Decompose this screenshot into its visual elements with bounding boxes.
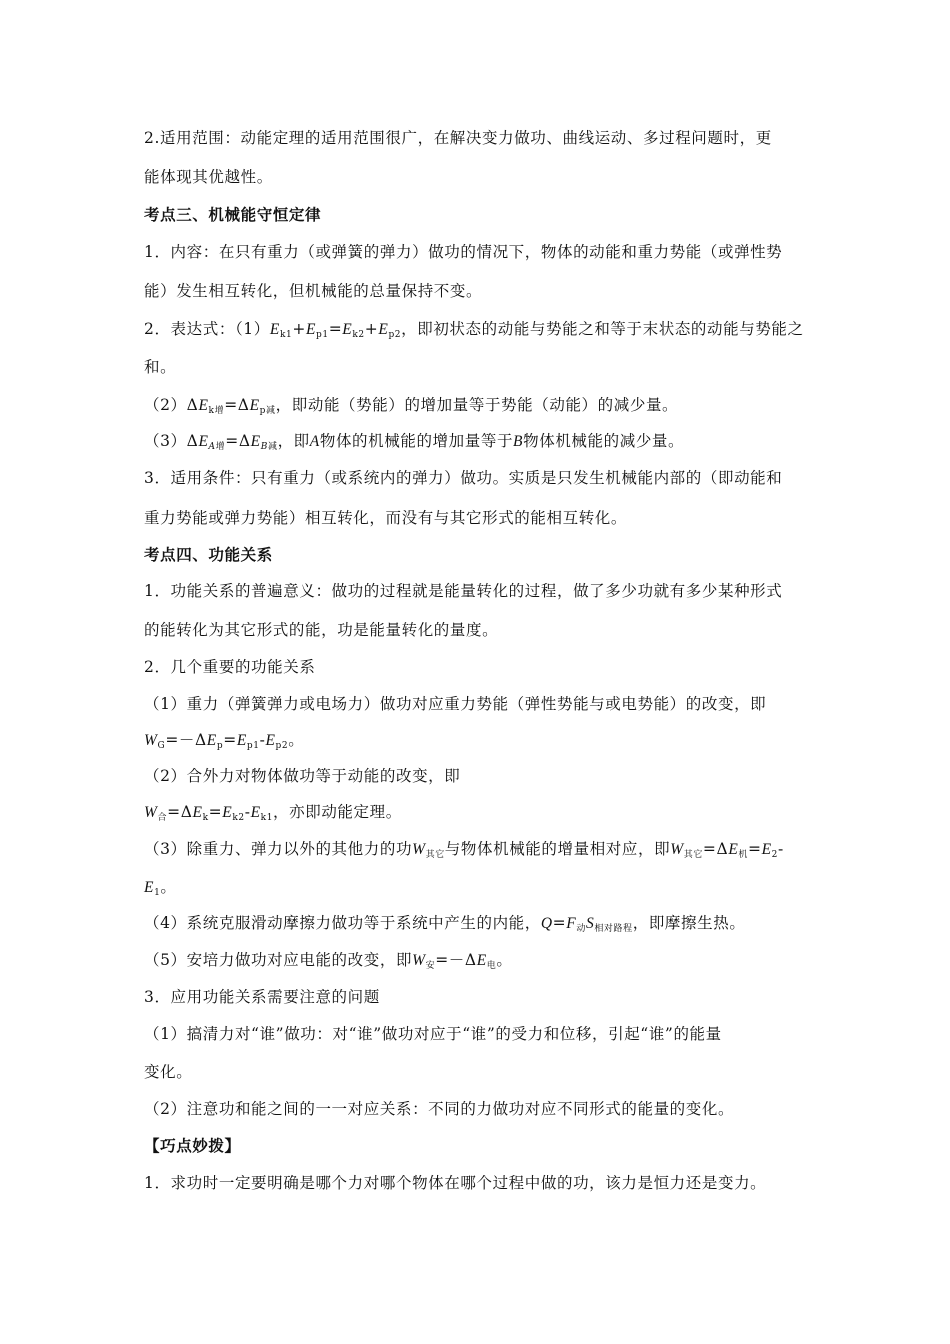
- formula-prefix: （2）Δ: [144, 396, 199, 414]
- formula-suffix: ，即摩擦生热。: [632, 914, 746, 932]
- section-heading: 【巧点妙拨】: [144, 1136, 241, 1155]
- paragraph-line: 能体现其优越性。: [144, 168, 273, 186]
- formula-line: 2．表达式：$(1)E_{k1}+E_{p1}=E_{k2}+E_{p2}$，即初状态的动能与势能之和等于末状态的动能与势能之: [144, 320, 804, 340]
- formula-prefix: （4）系统克服滑动摩擦力做功等于系统中产生的内能，: [144, 914, 541, 932]
- formula-line: $E_1$。: [144, 878, 177, 898]
- section-heading: 考点四、功能关系: [144, 545, 273, 564]
- formula-middle: 与物体机械能的增量相对应，即: [444, 840, 671, 858]
- formula-line: $(2)\Delta E_{k增}=\Delta E_{p减}$，即动能（势能）的增加量等于势能（动能）的减少量。: [144, 396, 679, 416]
- paragraph-line: 1．求功时一定要明确是哪个力对哪个物体在哪个过程中做的功，该力是恒力还是变力。: [144, 1174, 767, 1192]
- formula-line: $W_G=-\Delta E_p=E_{p1}-E_{p2}$。: [144, 731, 305, 751]
- formula-suffix: ，亦即动能定理。: [273, 803, 402, 821]
- formula-prefix: （3）除重力、弹力以外的其他力的功: [144, 840, 413, 858]
- formula-line: $W_合=\Delta E_k=E_{k2}-E_{k1}$，亦即动能定理。: [144, 803, 402, 823]
- paragraph-line: 2．几个重要的功能关系: [144, 658, 316, 676]
- paragraph-line: 能）发生相互转化，但机械能的总量保持不变。: [144, 282, 483, 300]
- paragraph-line: 1．内容：在只有重力（或弹簧的弹力）做功的情况下，物体的动能和重力势能（或弹性势: [144, 243, 783, 261]
- formula-prefix: （5）安培力做功对应电能的改变，即: [144, 951, 413, 969]
- formula-line: （5）安培力做功对应电能的改变，即$W_安=-\Delta E_电$。: [144, 951, 513, 971]
- paragraph-line: 3．应用功能关系需要注意的问题: [144, 988, 380, 1006]
- paragraph-line: 的能转化为其它形式的能，功是能量转化的量度。: [144, 621, 499, 639]
- formula-prefix: （3）Δ: [144, 432, 199, 450]
- formula-suffix: 物体机械能的减少量。: [523, 432, 685, 450]
- formula-line: $(3)\Delta E_{A增}=\Delta E_{B减}$，即A物体的机械能的增加量等于B物体机械能的减少量。: [144, 432, 685, 452]
- paragraph-line: （2）注意功和能之间的一一对应关系：不同的力做功对应不同形式的能量的变化。: [144, 1100, 735, 1118]
- paragraph-line: 和。: [144, 358, 177, 376]
- paragraph-line: （2）合外力对物体做功等于动能的改变，即: [144, 767, 461, 785]
- paragraph-line: （1）搞清力对“谁”做功：对“谁”做功对应于“谁”的受力和位移，引起“谁”的能量: [144, 1025, 722, 1043]
- paragraph-line: 重力势能或弹力势能）相互转化，而没有与其它形式的能相互转化。: [144, 509, 628, 527]
- paragraph-line: （1）重力（弹簧弹力或电场力）做功对应重力势能（弹性势能与或电势能）的改变，即: [144, 695, 767, 713]
- formula-suffix: ，即动能（势能）的增加量等于势能（动能）的减少量。: [275, 396, 679, 414]
- paragraph-line: 1．功能关系的普遍意义：做功的过程就是能量转化的过程，做了多少功就有多少某种形式: [144, 582, 783, 600]
- section-heading: 考点三、机械能守恒定律: [144, 205, 322, 224]
- formula-suffix: ，即初状态的动能与势能之和等于末状态的动能与势能之: [401, 320, 804, 338]
- formula-line: （4）系统克服滑动摩擦力做功等于系统中产生的内能，$Q=F_动S_{相对路程}$，即摩擦生热。: [144, 914, 746, 934]
- paragraph-line: 2.适用范围：动能定理的适用范围很广，在解决变力做功、曲线运动、多过程问题时，更: [144, 129, 772, 147]
- paragraph-line: 3．适用条件：只有重力（或系统内的弹力）做功。实质是只发生机械能内部的（即动能和: [144, 469, 783, 487]
- formula-prefix: 2．表达式：（1）: [144, 320, 270, 338]
- paragraph-line: 变化。: [144, 1063, 193, 1081]
- formula-line: （3）除重力、弹力以外的其他力的功$W_{其它}$与物体机械能的增量相对应，即$W_{其它}=\Delta E_机=E_2-$: [144, 840, 784, 860]
